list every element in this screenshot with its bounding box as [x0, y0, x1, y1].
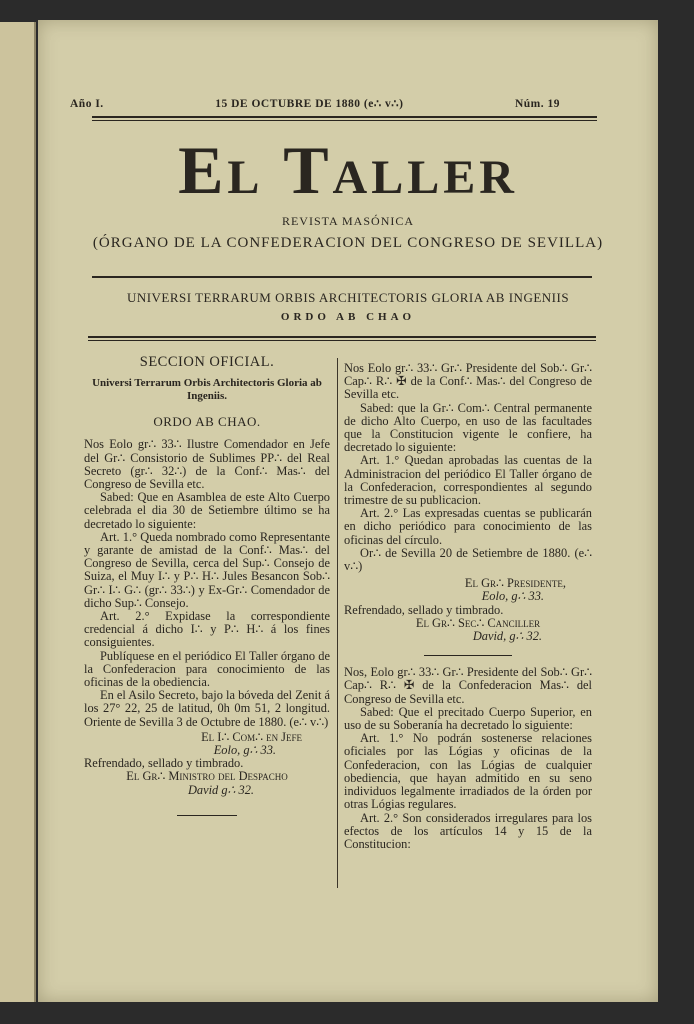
decree-article: Art. 2.° Las expresadas cuentas se publicarán en dicho periódico para conocimiento de las oficinas del círculo.: [344, 506, 592, 547]
facing-page-edge: [0, 22, 36, 1002]
header-rule-bottom: [92, 120, 597, 121]
motto-block: [38, 290, 658, 323]
decree-paragraph: Sabed: Que en Asamblea de este Alto Cuerpo celebrada el dia 30 de Setiembre último se ha decretado lo siguiente:: [84, 490, 330, 531]
motto-latin: UNIVERSI TERRARUM ORBIS ARCHITECTORIS GLORIA AB INGENIIS: [126, 290, 570, 305]
masthead: [38, 132, 658, 252]
invocation: Universi Terrarum Orbis Architectoris Gloria ab Ingeniis.: [92, 377, 322, 403]
column-divider: [337, 358, 338, 888]
issue-year: Año I.: [70, 98, 104, 110]
decree-paragraph: Nos, Eolo gr∴ 33∴ Gr∴ Presidente del Sob∴ Gr∴ Cap∴ R∴ ✠ de la Confederacion Mas∴ del Congreso de Sevilla etc.: [344, 665, 592, 706]
decree-article: Art. 1.° Queda nombrado como Representante y garante de amistad de la Conf∴ Mas∴ del Congreso de Sevilla, cerca del Sup∴ Consejo de Suiza, el Muy I∴ y P∴ H∴ Jules Besancon Sob∴ Gr∴ I∴ G∴ (gr∴ 33∴) y Ex-Gr∴ Comendador de dicho Sup∴ Consejo.: [84, 529, 330, 610]
ordo-heading: ORDO AB CHAO.: [153, 414, 261, 430]
newspaper-title: El Taller: [178, 132, 518, 208]
decree-article: Art. 1.° Quedan aprobadas las cuentas de la Administracion del periódico El Taller órgano de la Confederacion, correspondientes al segundo trimestre de su publicacion.: [344, 453, 592, 508]
masthead-rule: [92, 276, 592, 278]
motto-ordo: ORDO AB CHAO: [280, 311, 416, 323]
decree-paragraph: Or∴ de Sevilla 20 de Setiembre de 1880. (e∴ v∴): [344, 545, 592, 574]
section-title: SECCION OFICIAL.: [139, 354, 275, 370]
header-rule-top: [92, 116, 597, 118]
signature-title: El Gr∴ Presidente,: [464, 576, 566, 591]
decree-paragraph: En el Asilo Secreto, bajo la bóveda del Zenit á los 27° 22, 25 de latitud, 0h 0m 51, 2 longitud. Oriente de Sevilla 3 de Octubre de 1880. (e∴ v∴): [84, 688, 330, 729]
motto-rule-bottom: [88, 340, 596, 341]
refrendado-line: Refrendado, sellado y timbrado.: [84, 756, 244, 771]
decree-article: Art. 2.° Expidase la correspondiente credencial á dicho I∴ y P∴ H∴ á los fines consiguientes.: [84, 609, 330, 650]
newspaper-organ: (ÓRGANO DE LA CONFEDERACION DEL CONGRESO DE SEVILLA): [92, 235, 604, 251]
signature-name: David g∴ 32.: [187, 782, 254, 797]
issue-date: 15 DE OCTUBRE DE 1880 (e∴ v∴): [215, 98, 404, 110]
left-column: [84, 356, 330, 816]
motto-rule-top: [88, 336, 596, 338]
decree-paragraph: Sabed: Que el precitado Cuerpo Superior, en uso de su Soberanía ha decretado lo siguiente:: [344, 704, 592, 733]
decree-article: Art. 2.° Son considerados irregulares para los efectos de los artículos 14 y 15 de la Constitucion:: [344, 810, 592, 851]
signature-title: El Gr∴ Sec∴ Canciller: [415, 615, 541, 630]
decree-paragraph: Sabed: que la Gr∴ Com∴ Central permanente de dicho Alto Cuerpo, en uso de las facultades que la Constitucion vigente le confiere, ha decretado lo siguiente:: [344, 400, 592, 455]
issue-header: [70, 96, 560, 110]
signature-name: David, g∴ 32.: [472, 629, 542, 644]
signature-title: El I∴ Com∴ en Jefe: [201, 729, 302, 744]
issue-number: Núm. 19: [514, 98, 560, 110]
newspaper-subtitle: REVISTA MASÓNICA: [281, 214, 415, 228]
separator-rule: [424, 655, 512, 656]
decree-paragraph: Nos Eolo gr∴ 33∴ Gr∴ Presidente del Sob∴ Gr∴ Cap∴ R∴ ✠ de la Conf∴ Mas∴ del Congreso de Sevilla etc.: [344, 361, 592, 402]
signature-name: Eolo, g∴ 33.: [481, 589, 544, 604]
signature-title: El Gr∴ Ministro del Despacho: [126, 769, 288, 784]
decree-paragraph: Nos Eolo gr∴ 33∴ Ilustre Comendador en Jefe del Gr∴ Consistorio de Sublimes PP∴ del Real Secreto (gr∴ 32∴) de la Conf∴ Mas∴ del Congreso de Sevilla etc.: [84, 437, 330, 492]
refrendado-line: Refrendado, sellado y timbrado.: [344, 602, 504, 617]
signature-name: Eolo, g∴ 33.: [213, 743, 276, 758]
end-rule: [177, 815, 237, 816]
decree-article: Art. 1.° No podrán sostenerse relaciones oficiales por las Lógias y oficinas de la Confederacion, con las Lógias de cualquier obediencia, que hayan admitido en su seno individuos legalmente irradiados de la órden por otras Lógias regulares.: [344, 731, 592, 812]
right-column: [344, 362, 592, 851]
decree-paragraph: Publíquese en el periódico El Taller órgano de la Confederacion para conocimiento de las oficinas de la obediencia.: [84, 648, 330, 690]
